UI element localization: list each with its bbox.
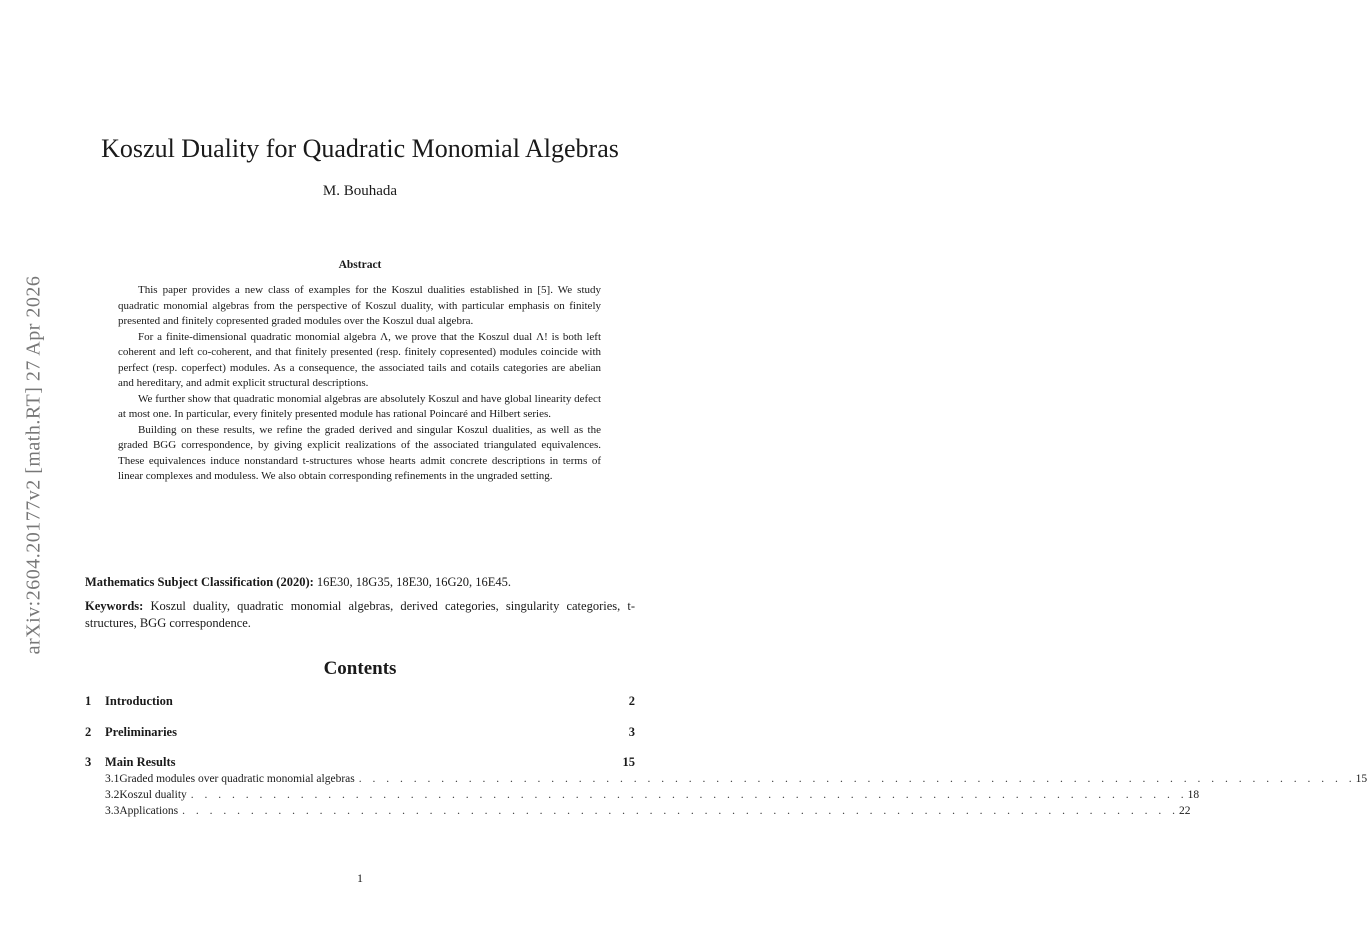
toc-sub-page[interactable]: 15 [1355, 773, 1367, 785]
keywords-label: Keywords: [85, 599, 144, 613]
toc-page[interactable]: 3 [628, 725, 635, 739]
toc-num: 3 [85, 755, 92, 769]
toc-subentry[interactable] [85, 803, 1191, 819]
abstract-paragraph: Building on these results, we refine the graded derived and singular Koszul dualities, as well as the graded BGG correspondence, by giving explicit realizations of the associated triangulated equivalences. These equivalences induce nonstandard t-structures whose hearts admit concrete descriptions in terms of linear complexes and moduless. We also obtain corresponding refinements in the ungraded setting. [118, 423, 601, 482]
toc-num: 2 [85, 725, 92, 739]
abstract-paragraph: For a finite-dimensional quadratic monomial algebra Λ, we prove that the Koszul dual Λ! is both left coherent and left co-coherent, and that finitely presented (resp. finitely copresented) modules coincide with perfect (resp. coperfect) modules. As a consequence, the associated tails and cotails categories are abelian and hereditary, and admit explicit structural descriptions. [118, 330, 601, 389]
msc-label: Mathematics Subject Classification (2020): [85, 575, 314, 589]
keywords-line [85, 598, 635, 632]
toc-page[interactable]: 2 [628, 694, 635, 708]
toc-entry[interactable] [85, 724, 635, 741]
toc-entry[interactable] [85, 754, 1367, 819]
contents-heading: Contents [323, 658, 397, 679]
paper-title: Koszul Duality for Quadratic Monomial Algebras [101, 134, 619, 163]
toc-sub-label[interactable]: Graded modules over quadratic monomial algebras [119, 773, 355, 785]
toc-sub-page[interactable]: 18 [1187, 789, 1200, 801]
abstract-paragraph: We further show that quadratic monomial algebras are absolutely Koszul and have global linearity defect at most one. In particular, every finitely presented module has rational Poincaré and Hilbert series. [118, 392, 601, 420]
toc-sub-num: 3.2 [105, 789, 120, 801]
toc-label[interactable]: Preliminaries [105, 725, 177, 739]
toc-sub-num: 3.3 [105, 805, 120, 817]
msc-line [85, 574, 635, 591]
abstract-body [118, 283, 601, 485]
page-number: 1 [357, 871, 363, 885]
toc-sub-label[interactable]: Koszul duality [119, 789, 187, 801]
toc-dot-leader: . . . . . . . . . . . . . . . . . . . . . . . . . . . . . . . . . . . . . . . . . . . . . . . . . . . . . . . . . . . . . . . . . . . . . . . . . [190, 789, 1188, 801]
toc-page[interactable]: 15 [622, 755, 635, 769]
toc-dot-leader: . . . . . . . . . . . . . . . . . . . . . . . . . . . . . . . . . . . . . . . . . . . . . . . . . . . . . . . . . . . . . . . . . . . . . . . . . [358, 773, 1356, 785]
toc-dot-leader: . . . . . . . . . . . . . . . . . . . . . . . . . . . . . . . . . . . . . . . . . . . . . . . . . . . . . . . . . . . . . . . . . . . . . . . . . [182, 805, 1180, 817]
toc-sub-num: 3.1 [105, 773, 120, 785]
toc-entry[interactable] [85, 693, 635, 710]
toc-label[interactable]: Introduction [105, 694, 173, 708]
toc-sub-label[interactable]: Applications [119, 805, 179, 817]
toc-label[interactable]: Main Results [105, 755, 176, 769]
msc-value: 16E30, 18G35, 18E30, 16G20, 16E45. [316, 575, 512, 589]
toc-sub-page[interactable]: 22 [1179, 805, 1191, 817]
author: M. Bouhada [322, 183, 398, 199]
toc-num: 1 [85, 694, 92, 708]
toc-subentry[interactable] [85, 787, 1200, 803]
abstract-heading: Abstract [338, 259, 382, 271]
keywords-value: Koszul duality, quadratic monomial algebras, derived categories, singularity categories, t-structures, BGG correspondence. [85, 599, 635, 630]
toc-subentry[interactable] [85, 771, 1367, 787]
abstract-paragraph: This paper provides a new class of examples for the Koszul dualities established in [5]. We study quadratic monomial algebras from the perspective of Koszul duality, with particular emphasis on finitely presented and finitely copresented graded modules over the Koszul dual algebra. [118, 284, 601, 327]
arxiv-stamp-text: arXiv:2604.20177v2 [math.RT] 27 Apr 2026 [22, 275, 45, 655]
